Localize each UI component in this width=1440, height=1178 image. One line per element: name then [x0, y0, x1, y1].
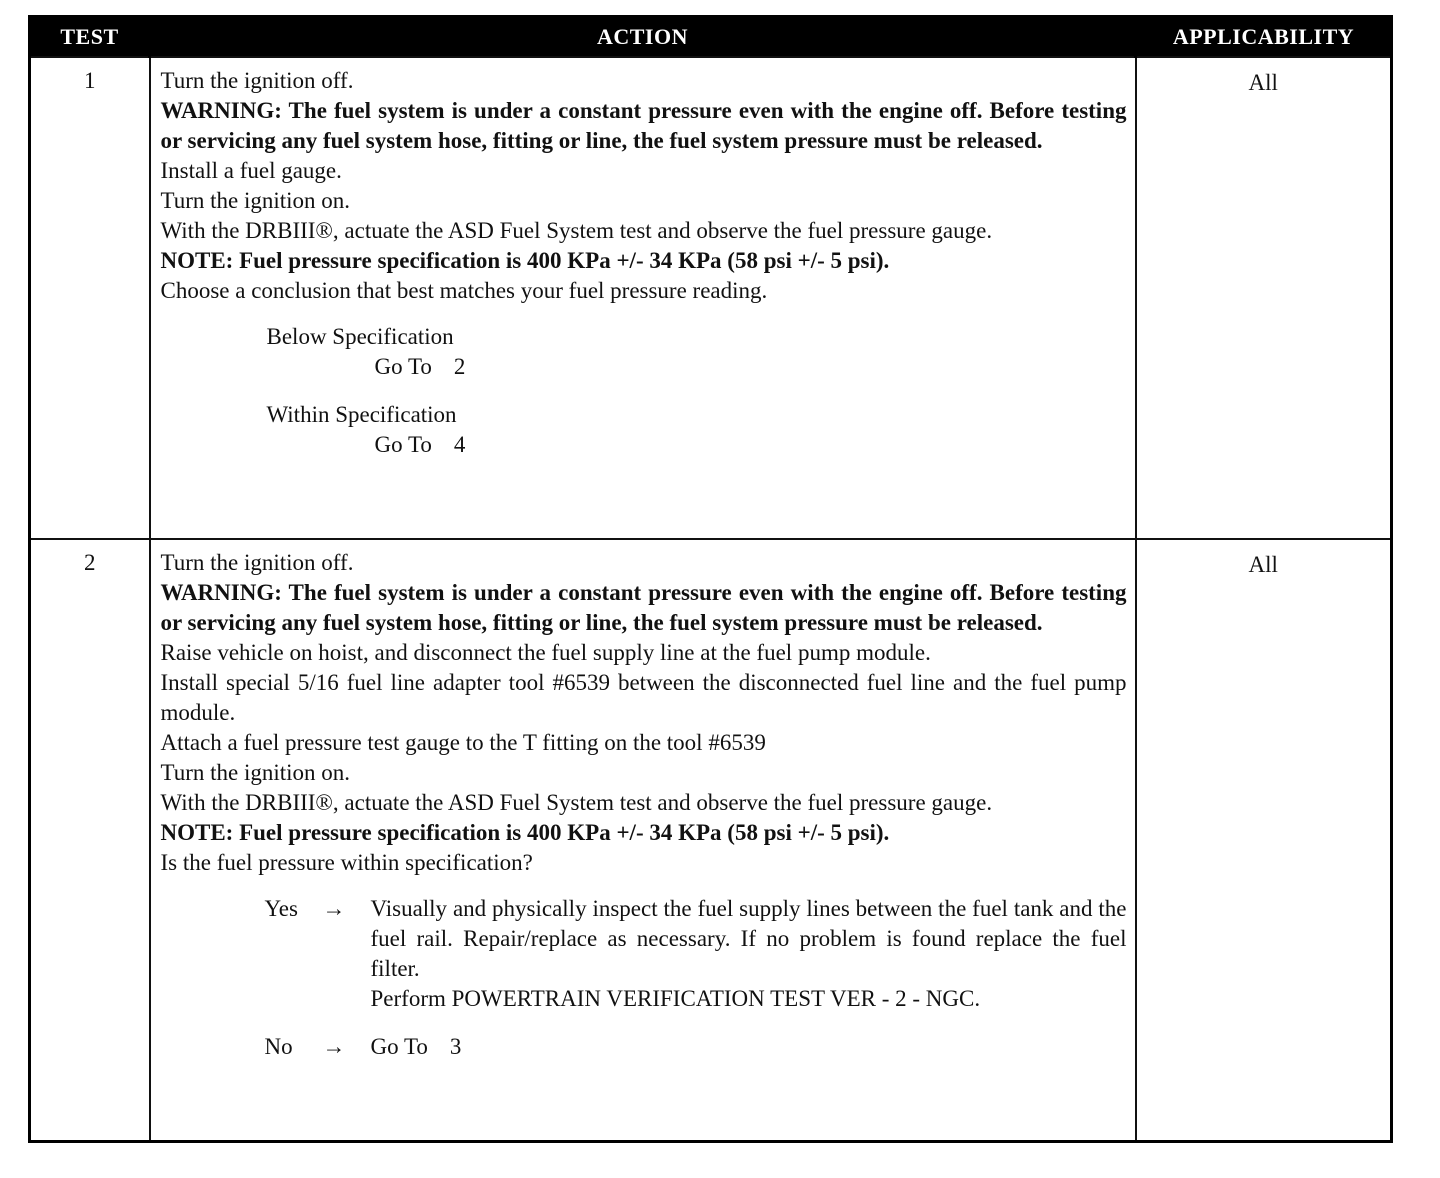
note-text: NOTE: Fuel pressure specification is 400 KPa +/- 34 KPa (58 psi +/- 5 psi). — [160, 248, 890, 273]
step-text: Turn the ignition on. — [160, 188, 351, 213]
arrow-right-icon: → — [322, 1034, 346, 1059]
applicability-cell: All — [1136, 539, 1392, 1141]
answer-yes — [161, 894, 1127, 1014]
applicability-cell: All — [1136, 57, 1392, 539]
test-row-1 — [30, 57, 1392, 539]
answer-no — [161, 1032, 1127, 1062]
step-text: Attach a fuel pressure test gauge to the T fitting on the tool #6539 — [160, 730, 766, 755]
step-text: Choose a conclusion that best matches your fuel pressure reading. — [160, 278, 768, 303]
goto-number: 2 — [453, 354, 466, 379]
conclusion-label: Below Specification — [266, 324, 454, 349]
goto-number: 3 — [449, 1034, 462, 1059]
step-text: Turn the ignition off. — [160, 68, 354, 93]
note-text: NOTE: Fuel pressure specification is 400 KPa +/- 34 KPa (58 psi +/- 5 psi). — [160, 820, 890, 845]
header-applicability: APPLICABILITY — [1136, 17, 1392, 58]
step-text: With the DRBIII®, actuate the ASD Fuel System test and observe the fuel pressure gauge. — [160, 790, 993, 815]
answer-text — [371, 1032, 1127, 1062]
answer-instruction: Visually and physically inspect the fuel supply lines between the fuel tank and the fuel rail. Repair/replace as necessary. If no problem is found replace the fuel filter. — [370, 896, 1127, 981]
answer-text — [371, 894, 1127, 1014]
step-text: Turn the ignition on. — [160, 760, 351, 785]
goto-number: 4 — [453, 432, 466, 457]
goto-reference — [267, 352, 1127, 382]
answer-list — [161, 894, 1127, 1062]
test-number: 1 — [30, 57, 150, 539]
conclusion-item — [161, 400, 1127, 460]
conclusion-item — [161, 322, 1127, 382]
header-test: TEST — [30, 17, 150, 58]
diagnostic-test-table — [28, 15, 1393, 1143]
step-text: With the DRBIII®, actuate the ASD Fuel System test and observe the fuel pressure gauge. — [160, 218, 993, 243]
test-row-2 — [30, 539, 1392, 1141]
header-row — [30, 17, 1392, 58]
answer-label: Yes — [264, 896, 298, 921]
goto-label: Go To — [370, 1034, 428, 1059]
action-cell — [150, 539, 1136, 1141]
arrow-right-icon: → — [322, 896, 346, 921]
step-text: Is the fuel pressure within specification? — [160, 850, 533, 875]
answer-label: No — [264, 1034, 293, 1059]
warning-text: WARNING: The fuel system is under a constant pressure even with the engine off. Before testing or servicing any fuel system hose, fitting or line, the fuel system pressure must be released. — [160, 98, 1127, 153]
header-action: ACTION — [150, 17, 1136, 58]
goto-reference — [267, 430, 1127, 460]
answer-verification: Perform POWERTRAIN VERIFICATION TEST VER - 2 - NGC. — [370, 986, 981, 1011]
conclusion-list — [161, 322, 1127, 460]
goto-label: Go To — [374, 354, 432, 379]
step-text: Install a fuel gauge. — [160, 158, 342, 183]
warning-text: WARNING: The fuel system is under a constant pressure even with the engine off. Before testing or servicing any fuel system hose, fitting or line, the fuel system pressure must be released. — [160, 580, 1127, 635]
step-text: Turn the ignition off. — [160, 550, 354, 575]
conclusion-label: Within Specification — [266, 402, 457, 427]
goto-label: Go To — [374, 432, 432, 457]
test-number: 2 — [30, 539, 150, 1141]
step-text: Install special 5/16 fuel line adapter tool #6539 between the disconnected fuel line and the fuel pump module. — [160, 670, 1127, 725]
action-cell — [150, 57, 1136, 539]
step-text: Raise vehicle on hoist, and disconnect the fuel supply line at the fuel pump module. — [160, 640, 931, 665]
